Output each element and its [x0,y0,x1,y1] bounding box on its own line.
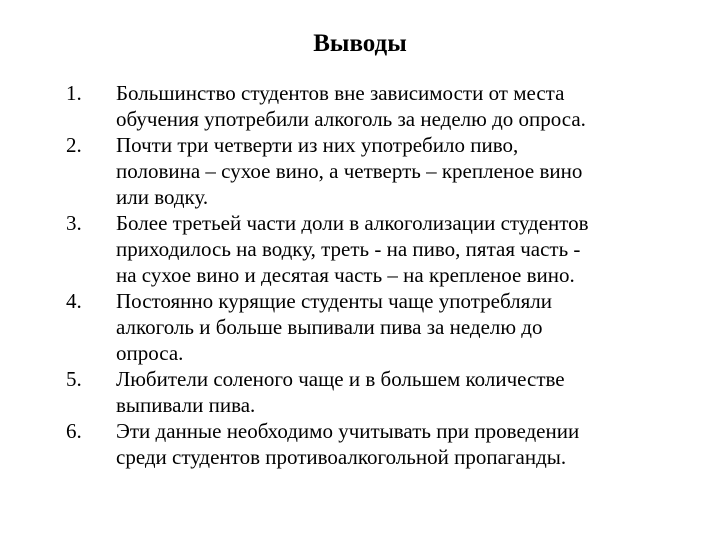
item-number: 1. [66,81,82,105]
item-text: Постоянно курящие студенты чаще употребляли алкоголь и больше выпивали пива за неделю до опроса. [116,289,552,365]
list-item [0,132,720,210]
conclusions-list [0,80,720,470]
list-item [0,288,720,366]
item-number: 5. [66,367,82,391]
list-item [0,210,720,288]
item-text: Большинство студентов вне зависимости от места обучения употребили алкоголь за неделю до опроса. [116,81,586,131]
item-text: Эти данные необходимо учитывать при проведении среди студентов противоалкогольной пропаганды. [116,419,580,469]
list-item [0,418,720,470]
item-text: Более третьей части доли в алкоголизации студентов приходилось на водку, треть - на пиво, пятая часть - на сухое вино и десятая часть – на крепленое вино. [116,211,589,287]
list-item [0,80,720,132]
item-number: 6. [66,419,82,443]
item-number: 2. [66,133,82,157]
slide-title: Выводы [313,30,407,57]
list-item [0,366,720,418]
item-number: 3. [66,211,82,235]
item-number: 4. [66,289,82,313]
item-text: Любители соленого чаще и в большем количестве выпивали пива. [116,367,565,417]
item-text: Почти три четверти из них употребило пиво, половина – сухое вино, а четверть – крепленое вино или водку. [116,133,583,209]
